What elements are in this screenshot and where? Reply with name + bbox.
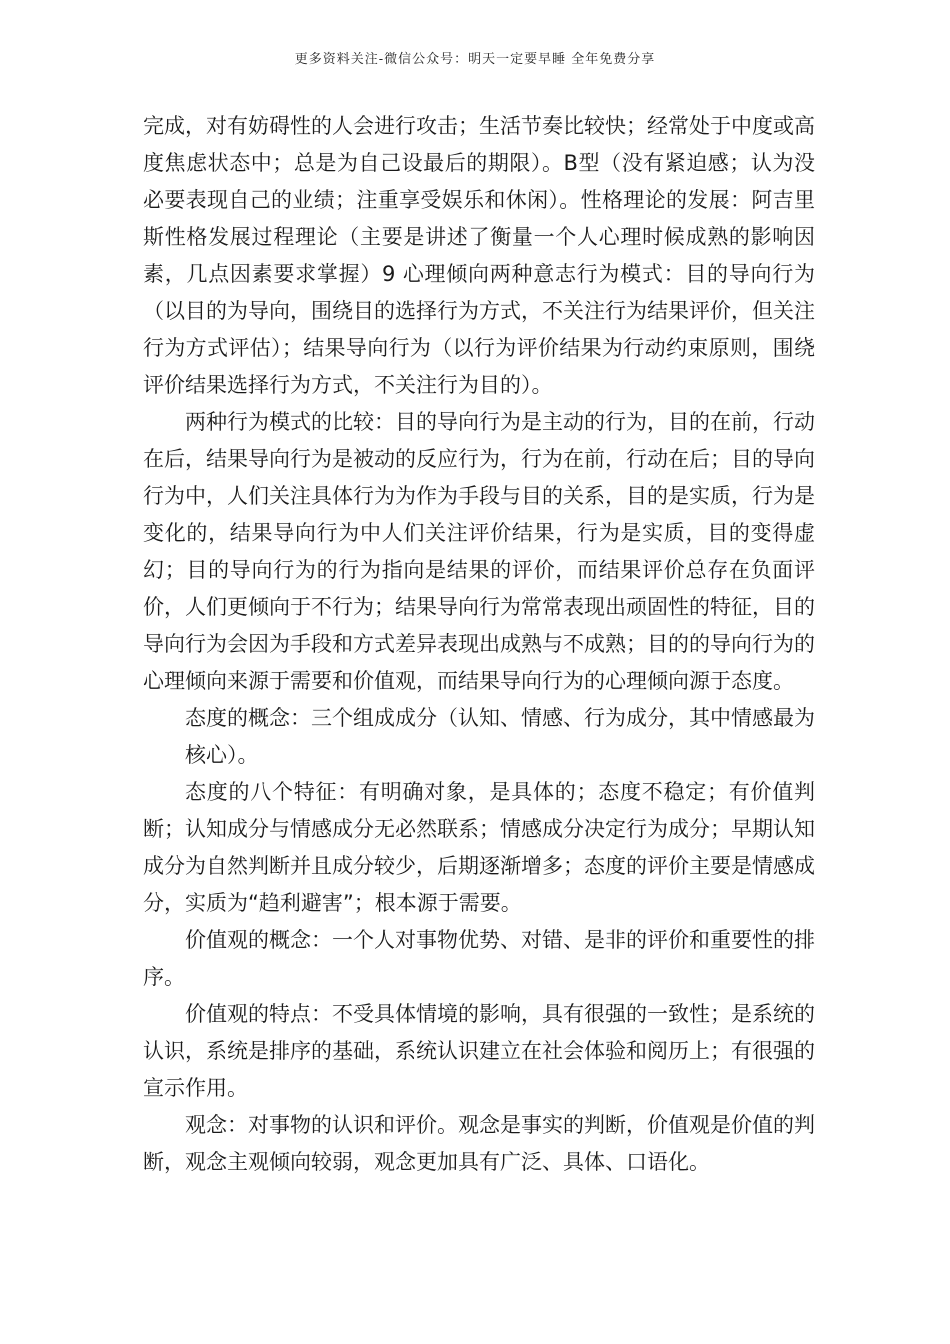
paragraph-attitude-concept: 态度的概念：三个组成成分（认知、情感、行为成分，其中情感最为核心）。 <box>185 706 815 767</box>
page-header: 更多资料关注-微信公众号：明天一定要早睡 全年免费分享 <box>294 52 656 67</box>
paragraph-attitude-features: 态度的八个特征：有明确对象，是具体的；态度不稳定；有价值判断；认知成分与情感成分无必然联系；情感成分决定行为成分；早期认知成分为自然判断并且成分较少，后期逐渐增多；态度的评价主要是情感成分，实质为“趋利避害”；根本源于需要。 <box>143 780 815 915</box>
document-body <box>143 108 815 1181</box>
paragraph-values-concept: 价值观的概念：一个人对事物优势、对错、是非的评价和重要性的排序。 <box>143 928 815 989</box>
paragraph-type-ab-and-behavior-modes: 完成，对有妨碍性的人会进行攻击；生活节奏比较快；经常处于中度或高度焦虑状态中；总是为自己设最后的期限）。B型（没有紧迫感；认为没必要表现自己的业绩；注重享受娱乐和休闲）。性格理论的发展：阿吉里斯性格发展过程理论（主要是讲述了衡量一个人心理时候成熟的影响因素，几点因素要求掌握）9 心理倾向两种意志行为模式：目的导向行为（以目的为导向，围绕目的选择行为方式，不关注行为结果评价，但关注行为方式评估）；结果导向行为（以行为评价结果为行动约束原则，围绕评价结果选择行为方式，不关注行为目的）。 <box>143 114 815 397</box>
paragraph-behavior-mode-comparison: 两种行为模式的比较：目的导向行为是主动的行为，目的在前，行动在后，结果导向行为是被动的反应行为，行为在前，行动在后；目的导向行为中，人们关注具体行为为作为手段与目的关系，目的是实质，行为是变化的，结果导向行为中人们关注评价结果，行为是实质，目的变得虚幻；目的导向行为的行为指向是结果的评价，而结果评价总存在负面评价，人们更倾向于不行为；结果导向行为常常表现出顽固性的特征，目的导向行为会因为手段和方式差异表现出成熟与不成熟；目的的导向行为的心理倾向来源于需要和价值观，而结果导向行为的心理倾向源于态度。 <box>143 410 815 693</box>
paragraph-notion: 观念：对事物的认识和评价。观念是事实的判断，价值观是价值的判断，观念主观倾向较弱，观念更加具有广泛、具体、口语化。 <box>143 1113 815 1174</box>
paragraph-values-features: 价值观的特点：不受具体情境的影响，具有很强的一致性；是系统的认识，系统是排序的基础，系统认识建立在社会体验和阅历上；有很强的宣示作用。 <box>143 1002 815 1100</box>
